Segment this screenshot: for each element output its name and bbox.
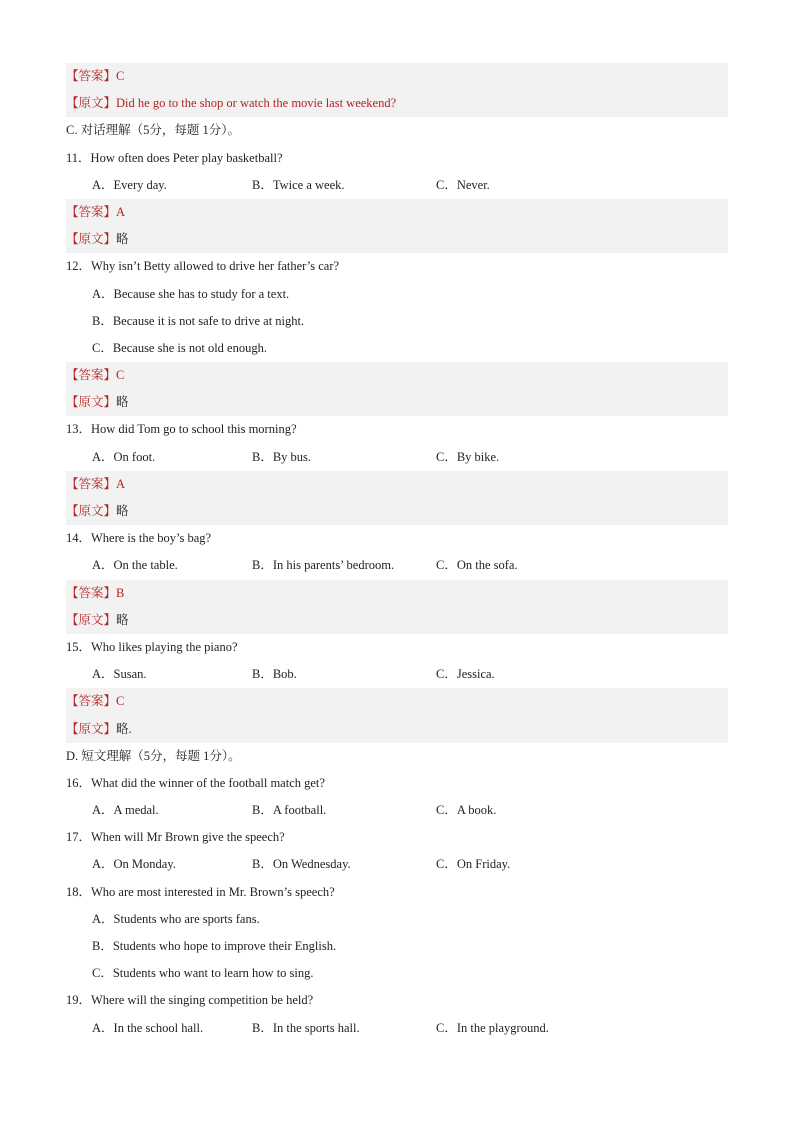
option-b: B．In his parents’ bedroom. — [252, 558, 395, 573]
option-a: A．On Monday. — [92, 857, 176, 872]
option-b: B．Twice a week. — [252, 177, 345, 192]
question-12: 12．Why isn’t Betty allowed to drive her father’s car? — [66, 259, 340, 274]
question-15: 15．Who likes playing the piano? — [66, 639, 238, 654]
options-19 — [66, 1015, 728, 1042]
option-c: C．On the sofa. — [436, 558, 518, 573]
transcript-line: 【原文】略 — [66, 607, 728, 634]
answer-line: 【答案】C — [66, 63, 728, 90]
option-b: B．Because it is not safe to drive at night. — [92, 313, 305, 328]
option-c: C．On Friday. — [436, 857, 511, 872]
option-a: A．On foot. — [92, 449, 156, 464]
answer-line: 【答案】A — [66, 471, 728, 498]
option-c: C．By bike. — [436, 449, 500, 464]
option-c: C．Students who want to learn how to sing. — [92, 966, 314, 981]
options-17 — [66, 851, 728, 878]
answer-line: 【答案】B — [66, 580, 728, 607]
document-page — [66, 63, 728, 1042]
options-14 — [66, 552, 728, 579]
transcript-line: 【原文】Did he go to the shop or watch the movie last weekend? — [66, 90, 728, 117]
answer-line: 【答案】C — [66, 688, 728, 715]
option-c: C．A book. — [436, 803, 497, 818]
transcript-line: 【原文】略 — [66, 498, 728, 525]
question-19: 19．Where will the singing competition be held? — [66, 993, 314, 1008]
question-17: 17．When will Mr Brown give the speech? — [66, 830, 285, 845]
option-c: C．Because she is not old enough. — [92, 340, 267, 355]
option-a: A．Students who are sports fans. — [92, 911, 260, 926]
option-b: B．Students who hope to improve their English. — [92, 939, 337, 953]
question-14: 14．Where is the boy’s bag? — [66, 531, 212, 546]
option-c: C．Jessica. — [436, 667, 495, 682]
option-b: B．A football. — [252, 803, 327, 818]
options-15 — [66, 661, 728, 688]
options-11 — [66, 172, 728, 199]
question-16: 16．What did the winner of the football match get? — [66, 775, 325, 790]
option-b: B．In the sports hall. — [252, 1020, 360, 1035]
option-b: B．By bus. — [252, 449, 312, 464]
option-a: A．On the table. — [92, 558, 178, 573]
question-13: 13．How did Tom go to school this morning? — [66, 422, 297, 437]
transcript-line: 【原文】略 — [66, 226, 728, 253]
option-a: A．In the school hall. — [92, 1020, 204, 1035]
option-a: A．Susan. — [92, 667, 147, 682]
question-11: 11．How often does Peter play basketball? — [66, 150, 283, 165]
option-a: A．Because she has to study for a text. — [92, 286, 290, 301]
section-heading: C. 对话理解（5分，每题 1分）。 — [66, 123, 240, 138]
option-a: A．A medal. — [92, 803, 159, 818]
option-c: C．Never. — [436, 177, 490, 192]
answer-line: 【答案】A — [66, 199, 728, 226]
option-b: B．Bob. — [252, 667, 297, 682]
options-16 — [66, 797, 728, 824]
question-18: 18．Who are most interested in Mr. Brown’s speech? — [66, 884, 335, 899]
option-b: B．On Wednesday. — [252, 857, 351, 872]
transcript-line: 【原文】略. — [66, 716, 728, 743]
option-c: C．In the playground. — [436, 1020, 549, 1035]
section-heading: D. 短文理解（5分，每题 1分）。 — [66, 748, 241, 763]
answer-line: 【答案】C — [66, 362, 728, 389]
options-13 — [66, 444, 728, 471]
option-a: A．Every day. — [92, 177, 167, 192]
transcript-line: 【原文】略 — [66, 389, 728, 416]
